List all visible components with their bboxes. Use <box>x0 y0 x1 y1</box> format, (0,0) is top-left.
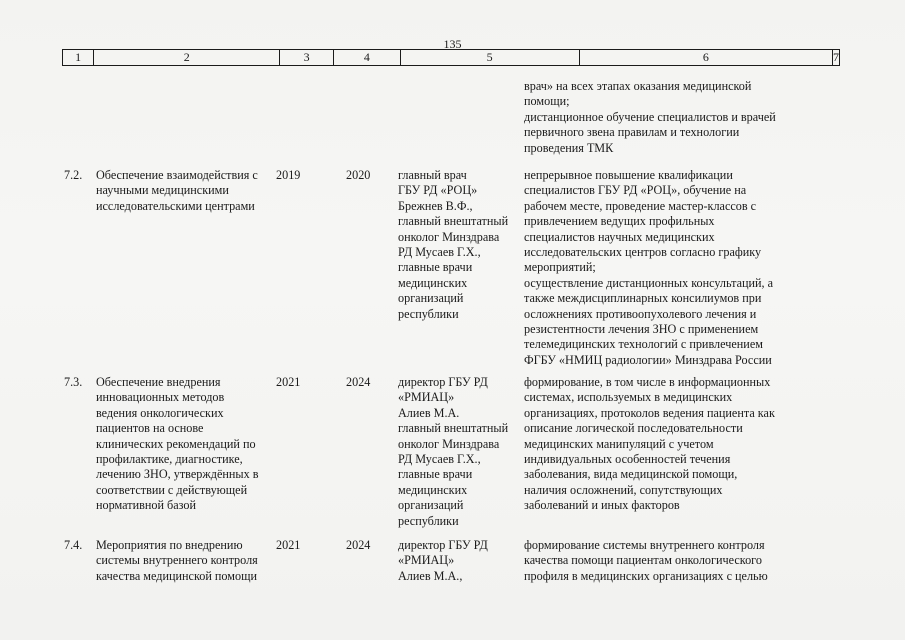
header-col-2: 2 <box>93 50 279 65</box>
row-7-4-number: 7.4. <box>64 538 83 552</box>
row-7-2-name: Обеспечение взаимодействия с научными медицинскими исследовательскими центрами <box>96 168 258 213</box>
row-7-2-number: 7.2. <box>64 168 83 182</box>
row-7-3-start-year: 2021 <box>276 375 301 389</box>
continuation-description: врач» на всех этапах оказания медицинской помощи; дистанционное обучение специалистов и врачей первичного звена правилам и технологии проведения ТМК <box>524 79 776 155</box>
row-7-2-responsible: главный врач ГБУ РД «РОЦ» Брежнев В.Ф., главный внештатный онколог Минздрава РД Мусаев Г.Х., главные врачи медицинских организаций республики <box>398 168 509 321</box>
row-7-4-start-year: 2021 <box>276 538 301 552</box>
header-col-4: 4 <box>333 50 400 65</box>
header-col-6: 6 <box>579 50 832 65</box>
row-7-3-number: 7.3. <box>64 375 83 389</box>
page-number: 135 <box>443 37 462 51</box>
row-7-4-description: формирование системы внутреннего контроля качества помощи пациентам онкологического профиля в медицинских организациях с целью <box>524 538 768 583</box>
row-7-3-end-year: 2024 <box>346 375 371 389</box>
row-7-4-responsible: директор ГБУ РД «РМИАЦ» Алиев М.А., <box>398 538 488 583</box>
header-col-5: 5 <box>400 50 579 65</box>
row-7-4-end-year: 2024 <box>346 538 371 552</box>
row-7-3-responsible: директор ГБУ РД «РМИАЦ» Алиев М.А. главный внештатный онколог Минздрава РД Мусаев Г.Х., главные врачи медицинских организаций республики <box>398 375 509 528</box>
row-7-2-end-year: 2020 <box>346 168 371 182</box>
header-col-3: 3 <box>279 50 333 65</box>
row-7-3-description: формирование, в том числе в информационных системах, используемых в медицинских организациях, протоколов ведения пациента как описание логической последовательности медицинских манипуляций с учетом индивидуальных особенностей течения заболевания, вида медицинской помощи, наличия осложнений, сопутствующих заболеваний и иных факторов <box>524 375 775 513</box>
row-7-2-start-year: 2019 <box>276 168 301 182</box>
column-number-header <box>62 49 840 66</box>
header-col-1: 1 <box>75 50 82 64</box>
row-7-2-description: непрерывное повышение квалификации специалистов ГБУ РД «РОЦ», обучение на рабочем месте, проведение мастер-классов с привлечением ведущих профильных специалистов научных медицинских исследовательских центров согласно графику мероприятий; осуществление дистанционных консультаций, а также междисциплинарных консилиумов при осложнениях противоопухолевого лечения и резистентности лечения ЗНО с применением телемедицинских технологий с привлечением ФГБУ «НМИЦ радиологии» Минздрава России <box>524 168 774 367</box>
header-col-7: 7 <box>833 50 840 64</box>
row-7-3-name: Обеспечение внедрения инновационных методов ведения онкологических пациентов на основе клинических рекомендаций по профилактике, диагностике, лечению ЗНО, утверждённых в соответствии с действующей нормативной базой <box>96 375 259 513</box>
row-7-4-name: Мероприятия по внедрению системы внутреннего контроля качества медицинской помощи <box>96 538 258 583</box>
